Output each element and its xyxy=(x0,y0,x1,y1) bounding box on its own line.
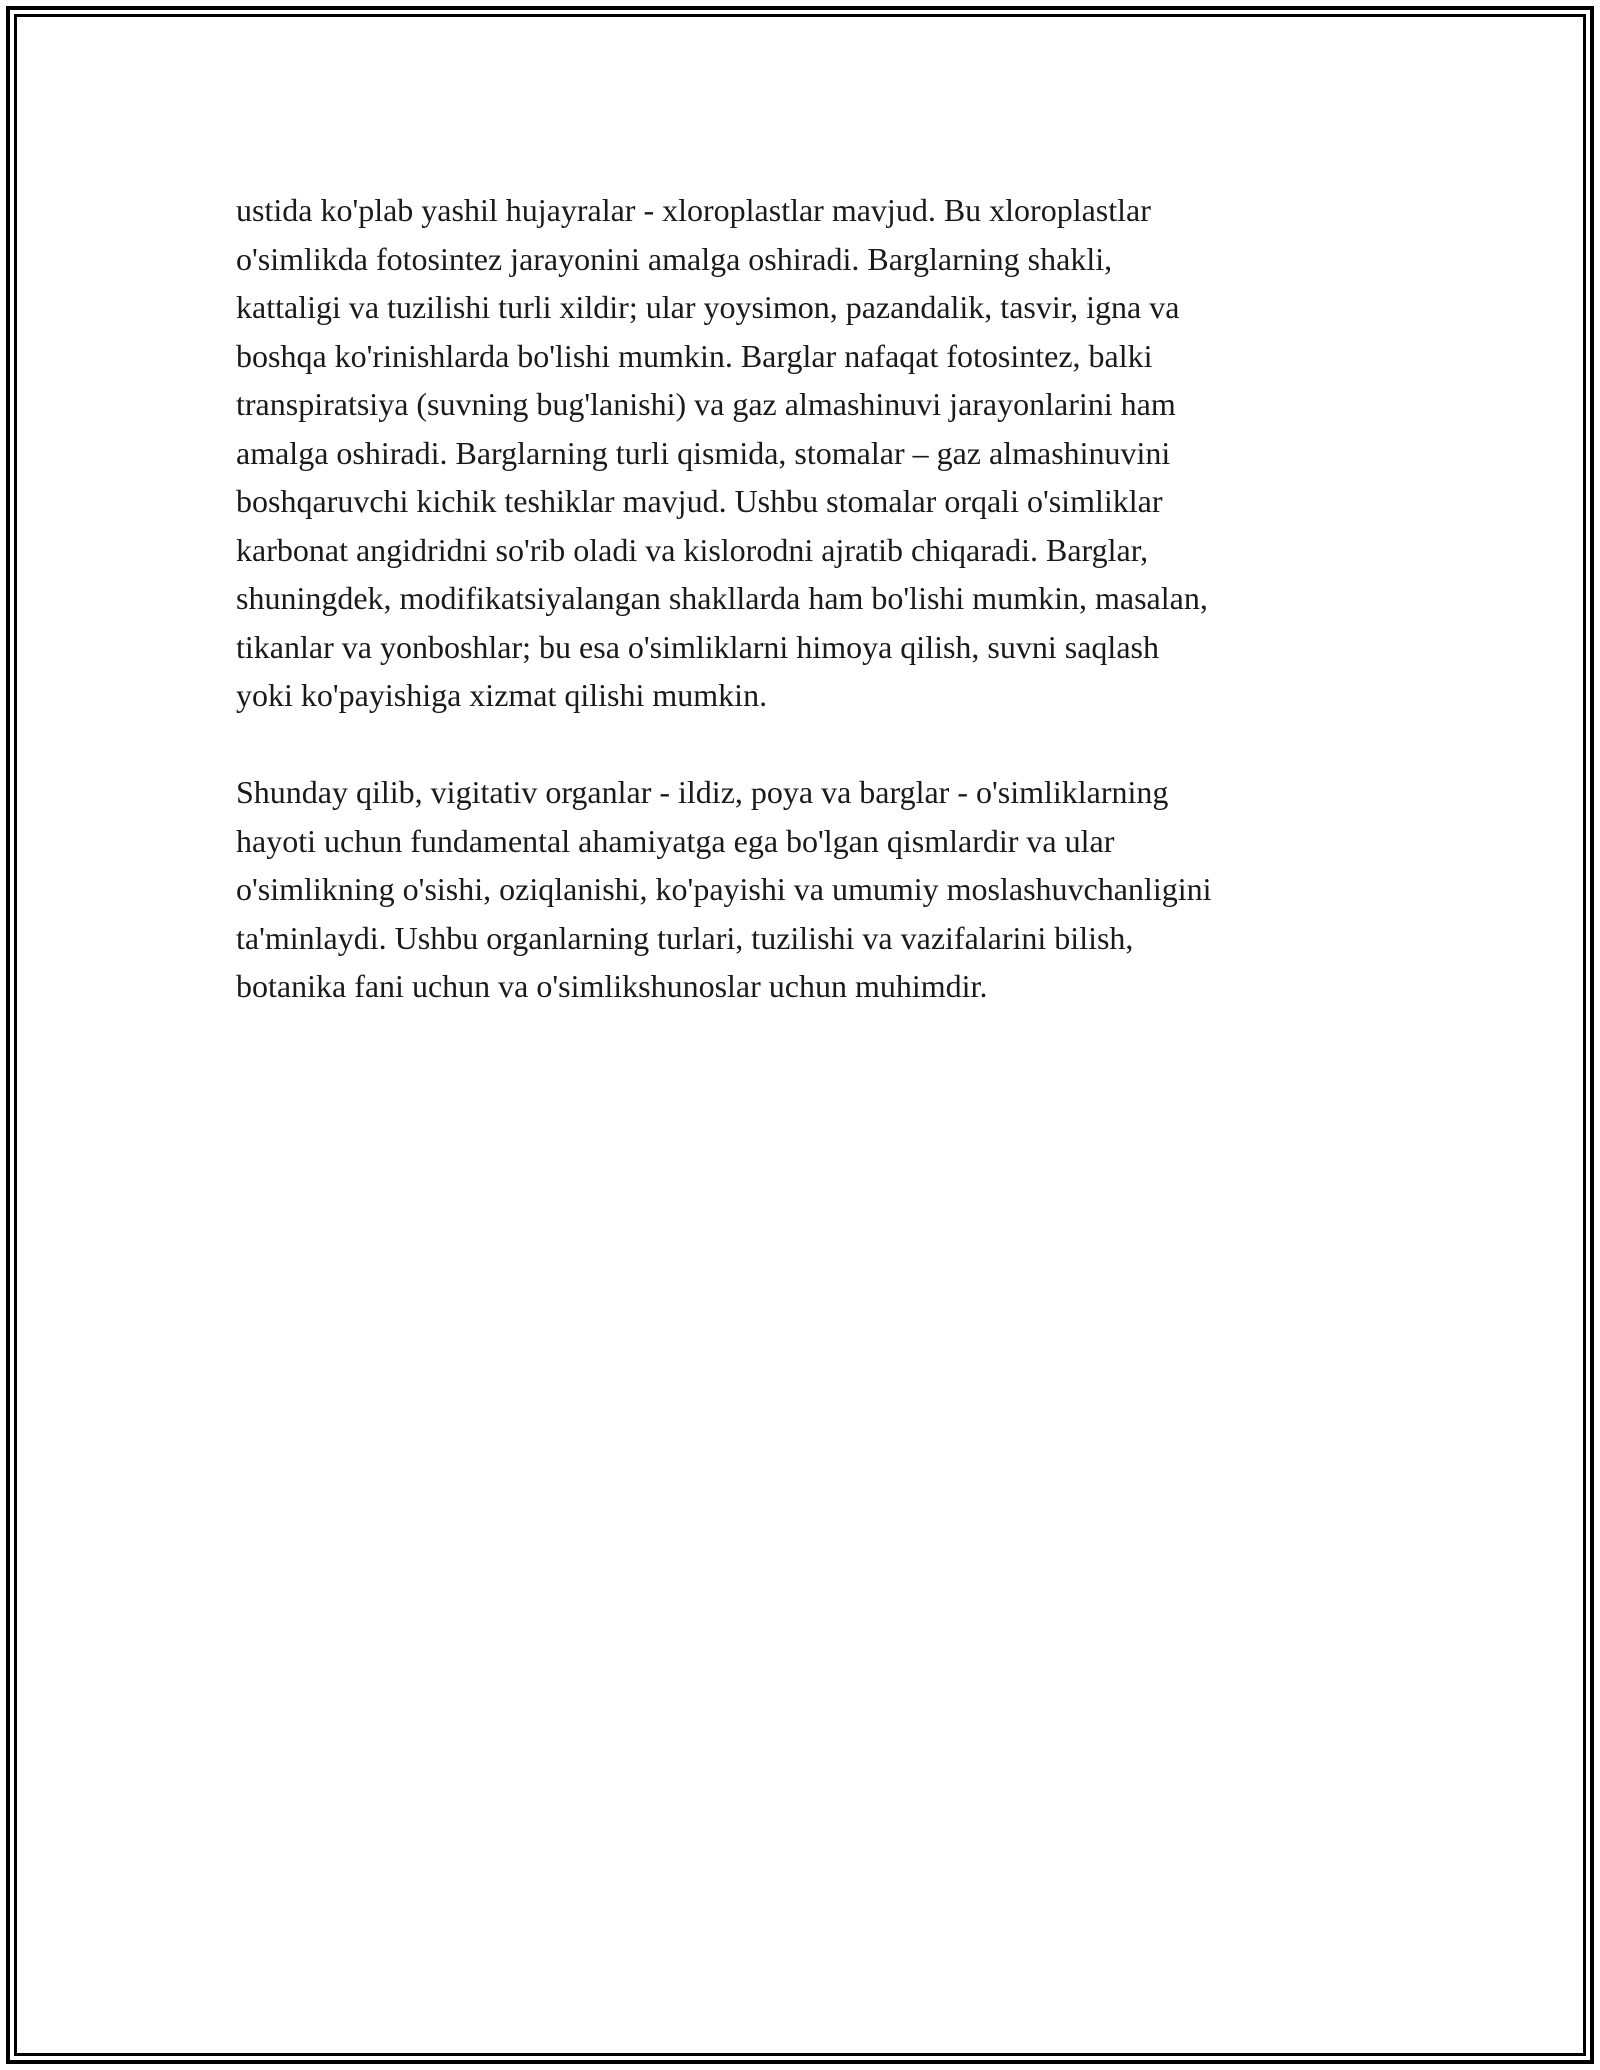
text-line: shuningdek, modifikatsiyalangan shakllarda ham bo'lishi mumkin, masalan, xyxy=(236,580,1208,616)
paragraph-conclusion xyxy=(236,768,1376,1011)
text-line: o'simlikning o'sishi, oziqlanishi, ko'payishi va umumiy moslashuvchanligini xyxy=(236,871,1212,907)
text-line: transpiratsiya (suvning bug'lanishi) va gaz almashinuvi jarayonlarini ham xyxy=(236,386,1176,422)
text-line: o'simlikda fotosintez jarayonini amalga oshiradi. Barglarning shakli, xyxy=(236,240,1113,277)
text-line: botanika fani uchun va o'simlikshunoslar uchun muhimdir. xyxy=(236,968,988,1004)
text-line: ustida ko'plab yashil hujayralar - xloroplastlar mavjud. Bu xloroplastlar xyxy=(236,192,1151,228)
text-line: karbonat angidridni so'rib oladi va kislorodni ajratib chiqaradi. Barglar, xyxy=(236,531,1149,568)
text-line: amalga oshiradi. Barglarning turli qismida, stomalar – gaz almashinuvini xyxy=(236,434,1171,471)
document-body xyxy=(236,186,1376,1011)
paragraph-leaves xyxy=(236,186,1376,720)
text-line: hayoti uchun fundamental ahamiyatga ega bo'lgan qismlardir va ular xyxy=(236,822,1115,859)
text-line: kattaligi va tuzilishi turli xildir; ular yoysimon, pazandalik, tasvir, igna va xyxy=(236,289,1180,325)
text-line: boshqaruvchi kichik teshiklar mavjud. Ushbu stomalar orqali o'simliklar xyxy=(236,483,1163,519)
text-line: boshqa ko'rinishlarda bo'lishi mumkin. Barglar nafaqat fotosintez, balki xyxy=(236,337,1153,374)
text-line: Shunday qilib, vigitativ organlar - ildiz, poya va barglar - o'simliklarning xyxy=(236,774,1169,810)
text-line: yoki ko'payishiga xizmat qilishi mumkin. xyxy=(236,677,768,713)
text-line: tikanlar va yonboshlar; bu esa o'simliklarni himoya qilish, suvni saqlash xyxy=(236,628,1159,665)
text-line: ta'minlaydi. Ushbu organlarning turlari, tuzilishi va vazifalarini bilish, xyxy=(236,919,1134,956)
